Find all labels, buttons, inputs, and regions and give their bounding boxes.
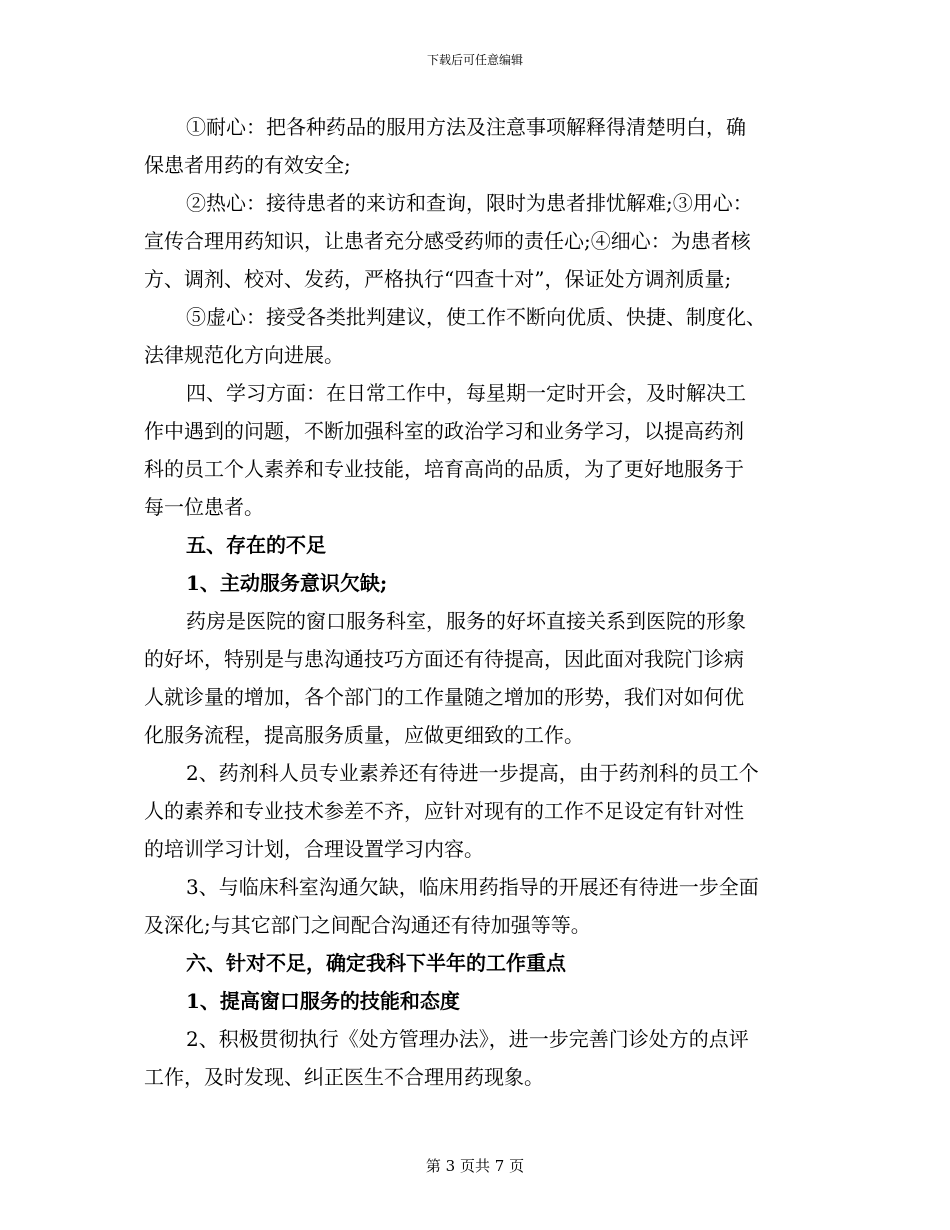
paragraph-line: 科的员工个人素养和专业技能，培育高尚的品质，为了更好地服务于 [144, 457, 744, 481]
paragraph-line: 的培训学习计划，合理设置学习内容。 [144, 837, 484, 861]
document-body [144, 108, 806, 1096]
paragraph-line: 3、与临床科室沟通欠缺，临床用药指导的开展还有待进一步全面 [186, 875, 759, 899]
paragraph-line: 每一位患者。 [144, 495, 264, 519]
paragraph-line: 及深化;与其它部门之间配合沟通还有待加强等等。 [144, 913, 591, 937]
paragraph-line: ②热心：接待患者的来访和查询，限时为患者排忧解难;③用心： [186, 191, 753, 215]
paragraph-line: 法律规范化方向进展。 [144, 343, 344, 367]
paragraph-line: 的好坏，特别是与患沟通技巧方面还有待提高，因此面对我院门诊病 [144, 647, 744, 671]
paragraph-line: 工作，及时发现、纠正医生不合理用药现象。 [144, 1065, 544, 1089]
section-heading-line: 1、主动服务意识欠缺; [186, 571, 388, 595]
paragraph-line: 2、药剂科人员专业素养还有待进一步提高，由于药剂科的员工个 [186, 761, 759, 785]
section-heading-line: 五、存在的不足 [186, 533, 326, 557]
paragraph-line: ⑤虚心：接受各类批判建议，使工作不断向优质、快捷、制度化、 [186, 305, 766, 329]
paragraph-line: 方、调剂、校对、发药，严格执行“四查十对”，保证处方调剂质量; [144, 267, 732, 291]
section-heading-line: 六、针对不足，确定我科下半年的工作重点 [186, 951, 566, 975]
paragraph-line: 化服务流程，提高服务质量，应做更细致的工作。 [144, 723, 584, 747]
paragraph-line: 药房是医院的窗口服务科室，服务的好坏直接关系到医院的形象 [186, 609, 746, 633]
page-footer: 第 3 页共 7 页 [425, 1157, 525, 1175]
paragraph-line: 作中遇到的问题，不断加强科室的政治学习和业务学习，以提高药剂 [144, 419, 744, 443]
paragraph-line: 保患者用药的有效安全; [144, 153, 351, 177]
paragraph-line: 人的素养和专业技术参差不齐，应针对现有的工作不足设定有针对性 [144, 799, 744, 823]
paragraph-line: 人就诊量的增加，各个部门的工作量随之增加的形势，我们对如何优 [144, 685, 744, 709]
page-header: 下载后可任意编辑 [426, 53, 523, 67]
section-heading-line: 1、提高窗口服务的技能和态度 [186, 989, 460, 1013]
paragraph-line: ①耐心：把各种药品的服用方法及注意事项解释得清楚明白，确 [186, 115, 746, 139]
paragraph-line: 四、学习方面：在日常工作中，每星期一定时开会，及时解决工 [186, 381, 746, 405]
paragraph-line: 2、积极贯彻执行《处方管理办法》，进一步完善门诊处方的点评 [186, 1027, 749, 1051]
paragraph-line: 宣传合理用药知识，让患者充分感受药师的责任心;④细心：为患者核 [144, 229, 751, 253]
